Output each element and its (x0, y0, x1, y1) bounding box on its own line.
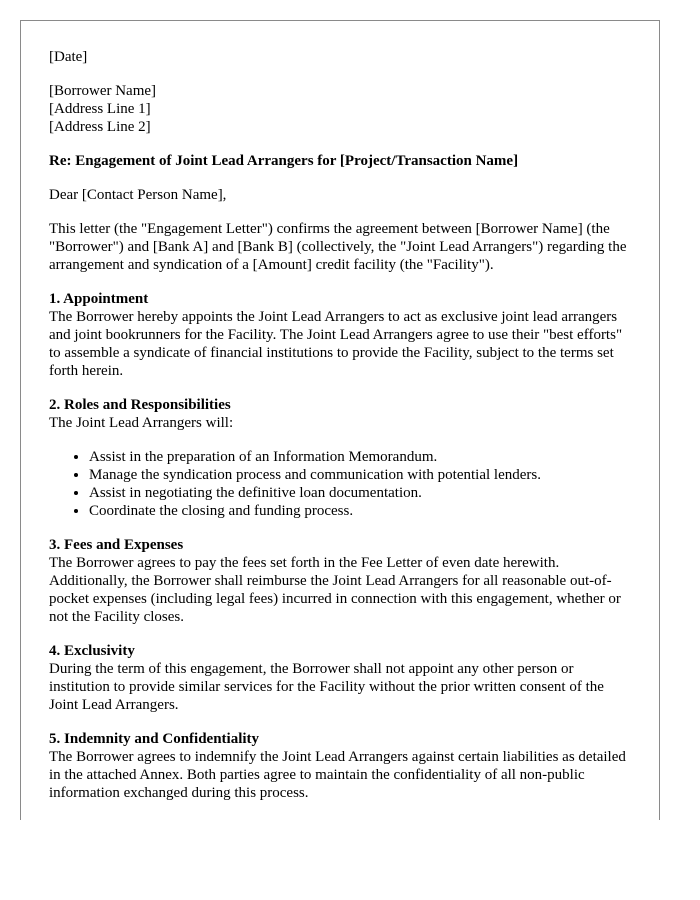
section-body: The Borrower agrees to pay the fees set forth in the Fee Letter of even date herewith. Additionally, the Borrower shall reimburse the Joint Lead Arrangers for all reasonable out-of-pocket expenses (including legal fees) incurred in connection with this engagement, whether or not the Facility closes. (49, 555, 621, 625)
list-item: • Assist in the preparation of an Information Memorandum. (89, 448, 634, 466)
letter-page (20, 20, 660, 820)
letter-salutation: Dear [Contact Person Name], (49, 187, 227, 203)
roles-list (49, 448, 634, 520)
list-item: • Assist in negotiating the definitive loan documentation. (89, 484, 634, 502)
list-item: • Manage the syndication process and communication with potential lenders. (89, 466, 634, 484)
section-body: The Borrower hereby appoints the Joint Lead Arrangers to act as exclusive joint lead arrangers and joint bookrunners for the Facility. The Joint Lead Arrangers agree to use their "best efforts" to assemble a syndicate of financial institutions to provide the Facility, subject to the terms set forth herein. (49, 309, 623, 379)
section-title: 4. Exclusivity (49, 643, 135, 659)
section-roles (49, 396, 634, 520)
section-title: 2. Roles and Responsibilities (49, 397, 231, 413)
letter-date: [Date] (49, 49, 88, 65)
section-indemnity (49, 730, 634, 802)
letter-intro: This letter (the "Engagement Letter") confirms the agreement between [Borrower Name] (the "Borrower") and [Bank A] and [Bank B] (collectively, the "Joint Lead Arrangers") regarding the arrangement and syndication of a [Amount] credit facility (the "Facility"). (49, 221, 627, 273)
section-body: The Joint Lead Arrangers will: (49, 415, 234, 431)
section-appointment (49, 290, 634, 380)
letter-subject: Re: Engagement of Joint Lead Arrangers for [Project/Transaction Name] (49, 153, 519, 169)
section-body: During the term of this engagement, the Borrower shall not appoint any other person or institution to provide similar services for the Facility without the prior written consent of the Joint Lead Arrangers. (49, 661, 604, 713)
section-exclusivity (49, 642, 634, 714)
recipient-address (49, 82, 634, 136)
section-fees (49, 536, 634, 626)
section-title: 1. Appointment (49, 291, 149, 307)
list-item: • Coordinate the closing and funding process. (89, 502, 634, 520)
recipient-address-line-1: [Address Line 1] (49, 101, 151, 117)
section-title: 5. Indemnity and Confidentiality (49, 731, 260, 747)
recipient-name: [Borrower Name] (49, 83, 157, 99)
section-body: The Borrower agrees to indemnify the Joint Lead Arrangers against certain liabilities as detailed in the attached Annex. Both parties agree to maintain the confidentiality of all non-public information exchanged during this process. (49, 749, 626, 801)
recipient-address-line-2: [Address Line 2] (49, 119, 151, 135)
section-title: 3. Fees and Expenses (49, 537, 184, 553)
letter-content (21, 21, 634, 802)
